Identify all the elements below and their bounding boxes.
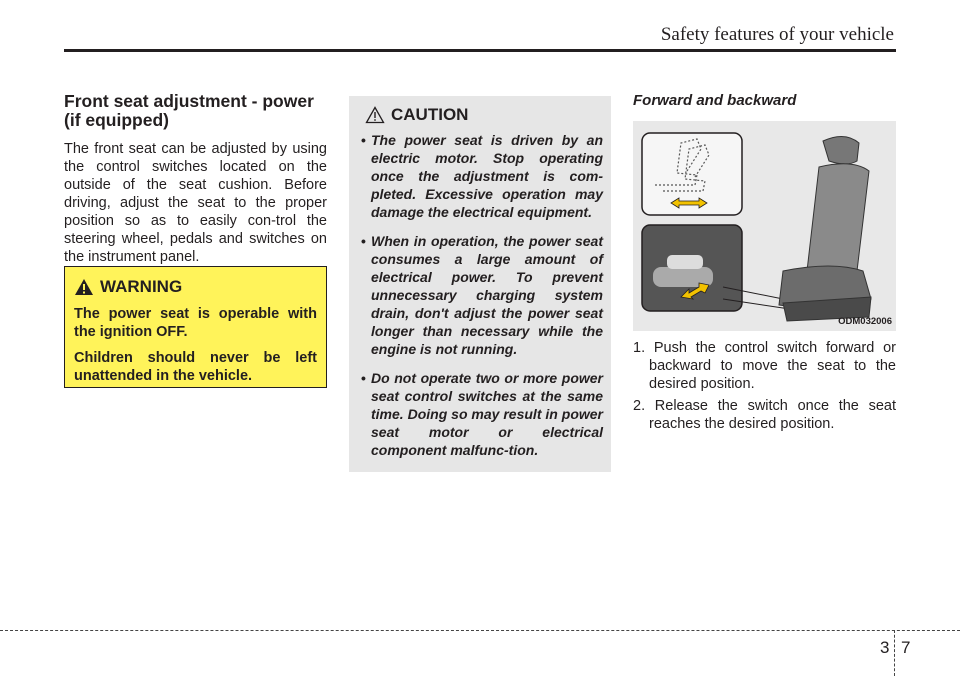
seat-figure — [633, 121, 896, 331]
warning-heading: WARNING — [100, 277, 183, 296]
footer-rule — [0, 630, 960, 631]
warning-line: The power seat is operable with the ignition OFF. — [74, 306, 317, 340]
seat-illustration — [633, 121, 896, 331]
caution-item: • The power seat is driven by an electric motor. Stop operating once the adjustment is com-pleted. Excessive operation may damage the electrical equipment. — [357, 131, 603, 221]
caution-list — [357, 131, 603, 459]
caution-heading: CAUTION — [391, 105, 469, 124]
section-title: Front seat adjustment - power (if equipped) — [64, 91, 314, 130]
caution-triangle-icon — [365, 106, 385, 124]
page-number: 7 — [901, 638, 911, 657]
header-title: Safety features of your vehicle — [660, 24, 894, 45]
warning-triangle-icon — [74, 278, 94, 296]
caution-item: • When in operation, the power seat consumes a large amount of electrical power. To prevent unnecessary charging system drain, don't adjust the power seat longer than necessary while the engine is not running. — [357, 232, 603, 358]
caution-box — [349, 96, 611, 472]
left-column — [64, 92, 327, 266]
step-item: 2. Release the switch once the seat reaches the desired position. — [633, 398, 896, 432]
header-rule — [64, 49, 896, 52]
warning-box — [64, 266, 327, 388]
caution-heading-row — [357, 105, 603, 125]
step-item: 1. Push the control switch forward or backward to move the seat to the desired position. — [633, 340, 896, 392]
steps-list — [633, 339, 896, 433]
subsection-title: Forward and backward — [633, 92, 797, 109]
warning-heading-row — [74, 277, 317, 297]
caution-item: • Do not operate two or more power seat control switches at the same time. Doing so may result in power seat motor or electrical component malfunc-tion. — [357, 369, 603, 459]
figure-code: ODM032006 — [838, 316, 892, 327]
section-body: The front seat can be adjusted by using the control switches located on the outside of the seat cushion. Before driving, adjust the seat to the proper position so as to easily con-trol the steering wheel, pedals and switches on the instrument panel. — [64, 141, 327, 265]
page-section-number: 3 — [880, 638, 890, 657]
warning-line: Children should never be left unattended in the vehicle. — [74, 350, 317, 384]
footer-divider — [894, 630, 895, 676]
right-column — [633, 92, 896, 437]
